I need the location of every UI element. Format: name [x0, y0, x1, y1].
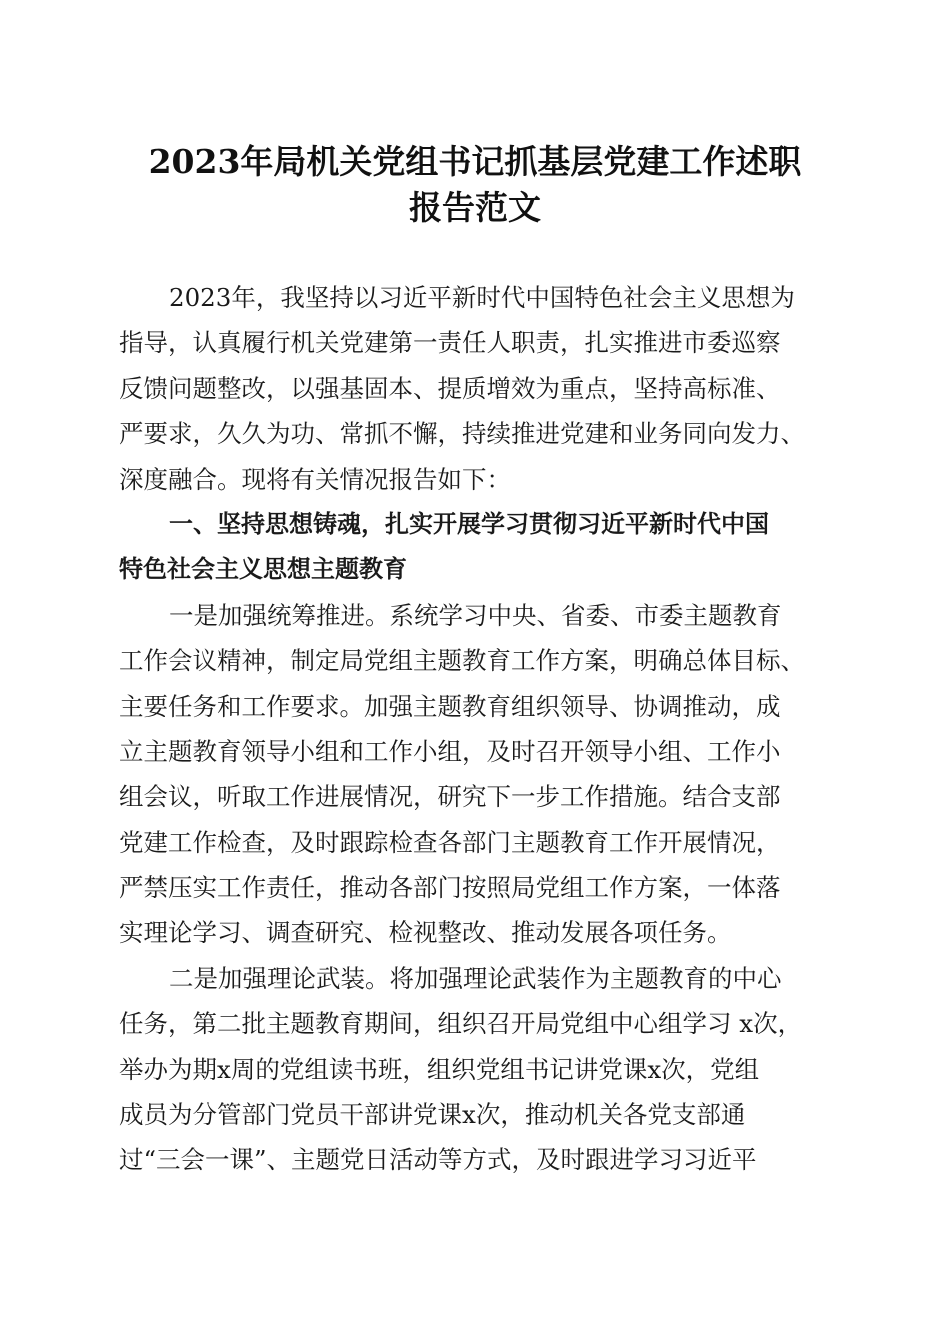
paragraph-line: 党建工作检查，及时跟踪检查各部门主题教育工作开展情况， [119, 827, 781, 857]
section-heading-line: 一、坚持思想铸魂，扎实开展学习贯彻习近平新时代中国 [169, 509, 769, 538]
intro-line: 深度融合。现将有关情况报告如下： [119, 464, 511, 494]
document-body [119, 275, 831, 1183]
paragraph-line: 举办为期x周的党组读书班，组织党组书记讲党课x次，党组 [119, 1054, 760, 1084]
paragraph-lead: 一是加强统筹推进。 [169, 600, 390, 630]
paragraph-line: 组会议，听取工作进展情况，研究下一步工作措施。结合支部 [119, 782, 781, 812]
paragraph-line [119, 956, 831, 1001]
paragraph-line [119, 593, 831, 638]
paragraph-text: 将加强理论武装作为主题教育的中心 [389, 963, 782, 993]
intro-line: 反馈问题整改，以强基固本、提质增效为重点，坚持高标准、 [119, 373, 781, 403]
paragraph-line: 实理论学习、调查研究、检视整改、推动发展各项任务。 [119, 918, 732, 948]
paragraph-line: 任务，第二批主题教育期间，组织召开局党组中心组学习 x次， [119, 1009, 803, 1039]
paragraph-line: 成员为分管部门党员干部讲党课x次，推动机关各党支部通 [119, 1100, 746, 1130]
paragraph-line: 立主题教育领导小组和工作小组，及时召开领导小组、工作小 [119, 736, 781, 766]
intro-line: 严要求，久久为功、常抓不懈，持续推进党建和业务同向发力、 [119, 419, 805, 449]
paragraph-line: 严禁压实工作责任，推动各部门按照局党组工作方案，一体落 [119, 873, 781, 903]
document-title-line-1: 2023年局机关党组书记抓基层党建工作述职 [148, 142, 802, 181]
document-title-line-2: 报告范文 [409, 188, 541, 227]
paragraph-line: 主要任务和工作要求。加强主题教育组织领导、协调推动，成 [119, 691, 781, 721]
paragraph-text: 系统学习中央、省委、市委主题教育 [389, 600, 782, 630]
intro-line: 2023年，我坚持以习近平新时代中国特色社会主义思想为 [169, 283, 795, 312]
intro-line: 指导，认真履行机关党建第一责任人职责，扎实推进市委巡察 [119, 328, 781, 358]
paragraph-line: 工作会议精神，制定局党组主题教育工作方案，明确总体目标、 [119, 646, 805, 676]
paragraph-line: 过“三会一课”、主题党日活动等方式，及时跟进学习习近平 [119, 1145, 757, 1175]
paragraph-lead: 二是加强理论武装。 [169, 963, 390, 993]
section-heading-line: 特色社会主义思想主题教育 [119, 555, 407, 584]
